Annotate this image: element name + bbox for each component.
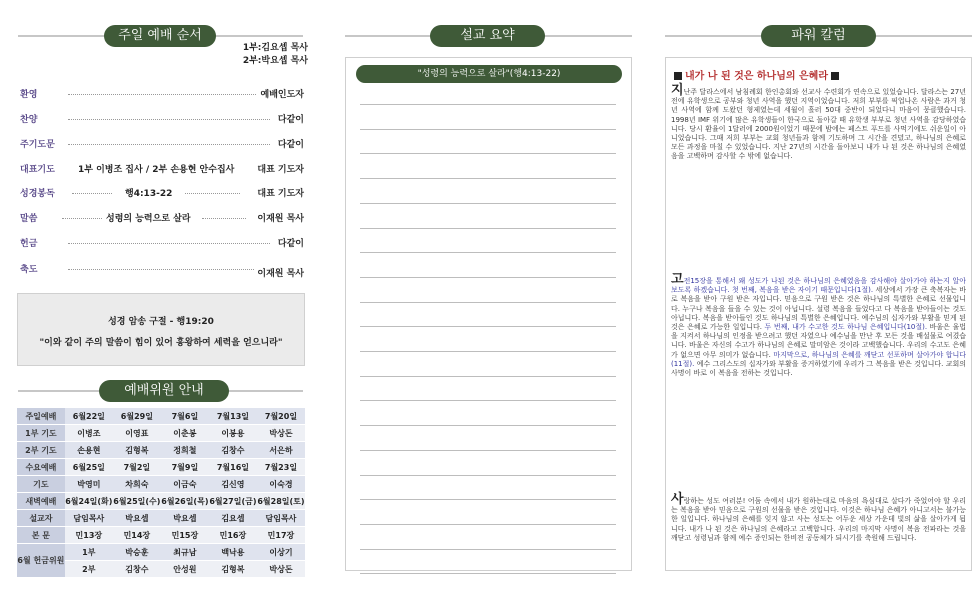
- table-cell: 수요예배: [17, 459, 65, 475]
- table-cell: 박상돈: [257, 425, 305, 441]
- dotted-leader: [185, 193, 240, 194]
- note-line: [360, 400, 616, 401]
- order-row-scripture: [20, 186, 304, 202]
- worship-order-column: [0, 0, 320, 595]
- power-column: [665, 0, 975, 595]
- note-line: [360, 178, 616, 179]
- order-row-benediction: [20, 262, 304, 278]
- dotted-leader: [72, 193, 112, 194]
- sermon-notes-column: [345, 0, 635, 595]
- table-cell: 6월26일(목): [161, 493, 209, 509]
- table-row: [17, 527, 305, 543]
- memory-verse-title: 성경 암송 구절 - 행19:20: [108, 317, 214, 327]
- duty-title: 예배위원 안내: [99, 380, 229, 402]
- worship-order-title: 주일 예배 순서: [104, 25, 216, 47]
- table-row: [17, 510, 305, 526]
- duty-table: [17, 407, 305, 578]
- order-detail: 1부 이병조 집사 / 2부 손용현 안수집사: [78, 165, 235, 175]
- table-cell: 7월13일: [209, 408, 257, 424]
- table-cell: 기도: [17, 476, 65, 492]
- table-cell: 김창수: [113, 561, 161, 577]
- column-paragraph: [671, 492, 966, 543]
- order-row-offering: [20, 236, 304, 252]
- order-row-lords-prayer: [20, 137, 304, 153]
- order-label: 성경봉독: [20, 189, 55, 199]
- order-leader: 대표 기도자: [257, 165, 304, 175]
- table-cell: 이상기: [257, 544, 305, 560]
- note-line: [360, 351, 616, 352]
- table-cell: 담임목사: [65, 510, 113, 526]
- table-row: [17, 442, 305, 458]
- table-cell: 민17장: [257, 527, 305, 543]
- note-line: [360, 475, 616, 476]
- table-cell: 7월9일: [161, 459, 209, 475]
- table-cell: 이숙경: [257, 476, 305, 492]
- table-row: [17, 544, 305, 560]
- drop-cap: 지: [671, 83, 684, 98]
- note-line: [360, 277, 616, 278]
- table-cell: 6월25일: [65, 459, 113, 475]
- note-line: [360, 326, 616, 327]
- order-leader: 대표 기도자: [257, 189, 304, 199]
- note-line: [360, 450, 616, 451]
- note-line: [360, 499, 616, 500]
- table-cell: 2부: [65, 561, 113, 577]
- paragraph-highlight: 두 번째, 내가 수고한 것도 하나님 은혜입니다(10절).: [764, 323, 928, 332]
- table-cell: 안성원: [161, 561, 209, 577]
- table-row: [17, 408, 305, 424]
- paragraph-text: 랑하는 성도 여러분! 어둠 속에서 내가 원하는대로 마음의 욕심대로 살다가 죽었어야 할 우리는 복음을 받아 믿음으로 구원의 선물을 받은 것입니다. 이것은 하나님 은혜가 아니고서는 불가능한 일입니다. 하나님의 은혜를 잊지 않고 사는 성도는 어두운 세상 가운데 빛의 삶을 살아가게 됩니다. 내가 나 된 것은 하나님의 은혜라고 고백합니다. 우리의 마지막 사명이 복음 전파라는 것을 깨닫고 성령님과 함께 예수 증인되는 한비전 공동체가 되시기를 축원해 드립니다.: [671, 497, 966, 542]
- table-cell: 이영표: [113, 425, 161, 441]
- drop-cap: 사: [671, 492, 684, 507]
- pastor-first-service: 1부:김요셉 목사: [242, 43, 308, 53]
- note-sheet: [345, 57, 632, 571]
- order-label: 주기도문: [20, 140, 55, 150]
- note-line: [360, 302, 616, 303]
- dotted-leader: [68, 94, 256, 95]
- table-cell: 김요셉: [209, 510, 257, 526]
- table-cell: 본 문: [17, 527, 65, 543]
- order-detail: 성령의 능력으로 살라: [106, 214, 191, 224]
- order-label: 대표기도: [20, 165, 55, 175]
- paragraph-text: 바울은 율법을 지켜서 하나님의 인정을 받으려고 했던 자였으나 예수님을 만난 후 모든 것을 배설물로 여겼습니다. 바울은 자신의 수고가 하나님의 은혜로 말미암은 것이라 고백했습니다. 우리의 수고도 은혜가 없으면 아무 의미가 없습니다.: [671, 323, 966, 359]
- table-cell: 이금숙: [161, 476, 209, 492]
- drop-cap: 고: [671, 272, 684, 287]
- table-cell: 주일예배: [17, 408, 65, 424]
- note-line: [360, 549, 616, 550]
- table-cell: 6월29일: [113, 408, 161, 424]
- note-line: [360, 153, 616, 154]
- pastor-list: [243, 42, 308, 68]
- table-cell: 김형복: [209, 561, 257, 577]
- table-row: [17, 425, 305, 441]
- order-label: 찬양: [20, 115, 38, 125]
- table-cell: 차희숙: [113, 476, 161, 492]
- order-label: 환영: [20, 90, 38, 100]
- table-cell: 백낙용: [209, 544, 257, 560]
- column-title: [671, 67, 842, 82]
- dotted-leader: [68, 119, 270, 120]
- dotted-leader: [68, 144, 270, 145]
- order-row-sermon: [20, 211, 304, 227]
- table-cell: 민16장: [209, 527, 257, 543]
- paragraph-text: 예수 그리스도의 십자가와 부활을 증거하였기에 우리가 그 복음을 받은 것입니다. 교회의 사명이 바로 이 복음을 전하는 것입니다.: [671, 359, 966, 378]
- table-cell: 7월20일: [257, 408, 305, 424]
- table-cell: 이춘봉: [161, 425, 209, 441]
- note-line: [360, 129, 616, 130]
- dotted-leader: [202, 218, 246, 219]
- table-cell: 서은하: [257, 442, 305, 458]
- table-cell: 7월2일: [113, 459, 161, 475]
- table-cell: 박요셉: [113, 510, 161, 526]
- memory-verse-box: [17, 293, 305, 366]
- table-cell: 김창수: [209, 442, 257, 458]
- order-label: 헌금: [20, 239, 38, 249]
- order-row-welcome: [20, 87, 304, 103]
- paragraph-highlight: 마지막으로, 하나님의 은혜를 깨닫고 선포하며 살아가야 합니다(11절).: [671, 350, 966, 368]
- table-row: [17, 493, 305, 509]
- table-cell: 박승훈: [113, 544, 161, 560]
- table-cell: 민13장: [65, 527, 113, 543]
- order-leader: 이재원 목사: [257, 214, 304, 224]
- table-cell: 김신영: [209, 476, 257, 492]
- dotted-leader: [68, 269, 254, 270]
- table-cell: 민14장: [113, 527, 161, 543]
- table-cell: 1부 기도: [17, 425, 65, 441]
- note-line: [360, 203, 616, 204]
- order-leader: 다같이: [277, 239, 304, 249]
- dotted-leader: [68, 243, 270, 244]
- table-cell: 설교자: [17, 510, 65, 526]
- sermon-notes-title: 설교 요약: [430, 25, 545, 47]
- note-line: [360, 573, 616, 574]
- table-cell: 6월25일(수): [113, 493, 161, 509]
- table-cell: 최규남: [161, 544, 209, 560]
- order-row-prayer: [20, 162, 304, 178]
- note-line: [360, 425, 616, 426]
- table-cell: 김형복: [113, 442, 161, 458]
- table-cell: 손용현: [65, 442, 113, 458]
- order-row-praise: [20, 112, 304, 128]
- memory-verse-text: "이와 같이 주의 말씀이 힘이 있어 흥왕하여 세력을 얻으니라": [39, 338, 283, 348]
- table-cell: 이봉용: [209, 425, 257, 441]
- table-cell: 2부 기도: [17, 442, 65, 458]
- paragraph-highlight: 전15장을 통해서 왜 성도가 나된 것은 하나님의 은혜였음을 감사해야 살아가야 하는지 알아보도록 하겠습니다. 첫 번째, 복음을 받은 자이기 때문입니다(1절).: [671, 277, 966, 295]
- paragraph-text: 세상에서 가장 큰 축복자는 바로 복음을 받아 구원 받은 자입니다. 믿음으로 구원 받은 것은 하나님의 특별한 은혜로 선물입니다. 누구나 복음을 들을 수 있는 것이 아닙니다. 설령 복음을 들었다고 다 복음을 받아들이는 것도 아닙니다. 복음을 받아들인 것도 하나님의 특별한 은혜입니다. 예수님의 십자가와 부활을 믿게 된 것은 은혜로 가능한 일입니다.: [671, 286, 966, 332]
- table-cell: 6월22일: [65, 408, 113, 424]
- table-cell: 7월16일: [209, 459, 257, 475]
- table-cell: 민15장: [161, 527, 209, 543]
- order-leader: 다같이: [277, 115, 304, 125]
- table-cell: 6월 헌금위원: [17, 544, 65, 577]
- square-bullet-icon: [674, 72, 682, 80]
- table-cell: 7월6일: [161, 408, 209, 424]
- column-title-text: 내가 나 된 것은 하나님의 은혜라: [685, 71, 828, 82]
- note-line: [360, 252, 616, 253]
- table-cell: 6월24일(화): [65, 493, 113, 509]
- order-leader: 예배인도자: [260, 90, 304, 100]
- table-row: [17, 459, 305, 475]
- table-cell: 담임목사: [257, 510, 305, 526]
- square-bullet-icon: [831, 72, 839, 80]
- sermon-title: "성령의 능력으로 살라"(행4:13-22): [356, 65, 622, 83]
- order-leader: 이재원 목사: [257, 269, 304, 279]
- note-line: [360, 376, 616, 377]
- note-line: [360, 228, 616, 229]
- table-cell: 박상돈: [257, 561, 305, 577]
- table-cell: 이병조: [65, 425, 113, 441]
- note-line: [360, 524, 616, 525]
- order-label: 말씀: [20, 214, 38, 224]
- order-leader: 다같이: [277, 140, 304, 150]
- table-cell: 박요셉: [161, 510, 209, 526]
- order-label: 축도: [20, 265, 38, 275]
- note-line: [360, 104, 616, 105]
- column-page: [665, 57, 972, 571]
- table-cell: 7월23일: [257, 459, 305, 475]
- order-detail: 행4:13-22: [125, 189, 173, 199]
- pastor-second-service: 2부:박요셉 목사: [242, 56, 308, 66]
- table-cell: 박영미: [65, 476, 113, 492]
- table-cell: 새벽예배: [17, 493, 65, 509]
- paragraph-text: 난주 달라스에서 남침례회 한인총회와 선교사 수련회가 연속으로 있었습니다. 달라스는 27년전에 유학생으로 공부와 청년 사역을 했던 지역이었습니다. 저희 부부를 픽업나온 사람은 과거 청년 사역에 함께 도왔던 형제였는데 세월이 흘러 50대 중반이 되었다니 마음이 뭉클했습니다. 1998년 IMF 위기에 많은 유학생들이 한국으로 돌아갈 때 유학생 부부로 청년 사역을 감당하였습니다. 당시 환율이 1달러에 2000원이었기 때문에 밤에는 페스트 푸드를 사먹기에도 쉬운일이 아니었습니다. 그때 저희 부부는 교회 청년들과 함께 기도하며 그 시간을 견뎠고, 하나님의 은혜로 모든 과정을 마칠 수 있었습니다. 지난 27년의 시간을 돌아보니 내가 나 된 것은 하나님의 은혜였음을 고백하며 감사할 수 밖에 없습니다.: [671, 88, 966, 161]
- dotted-leader: [62, 218, 102, 219]
- table-cell: 1부: [65, 544, 113, 560]
- column-paragraph: [671, 272, 966, 378]
- table-cell: 6월28일(토): [257, 493, 305, 509]
- column-paragraph: [671, 83, 966, 162]
- table-row: [17, 476, 305, 492]
- table-cell: 정희철: [161, 442, 209, 458]
- table-cell: 6월27일(금): [209, 493, 257, 509]
- power-column-title: 파워 칼럼: [761, 25, 876, 47]
